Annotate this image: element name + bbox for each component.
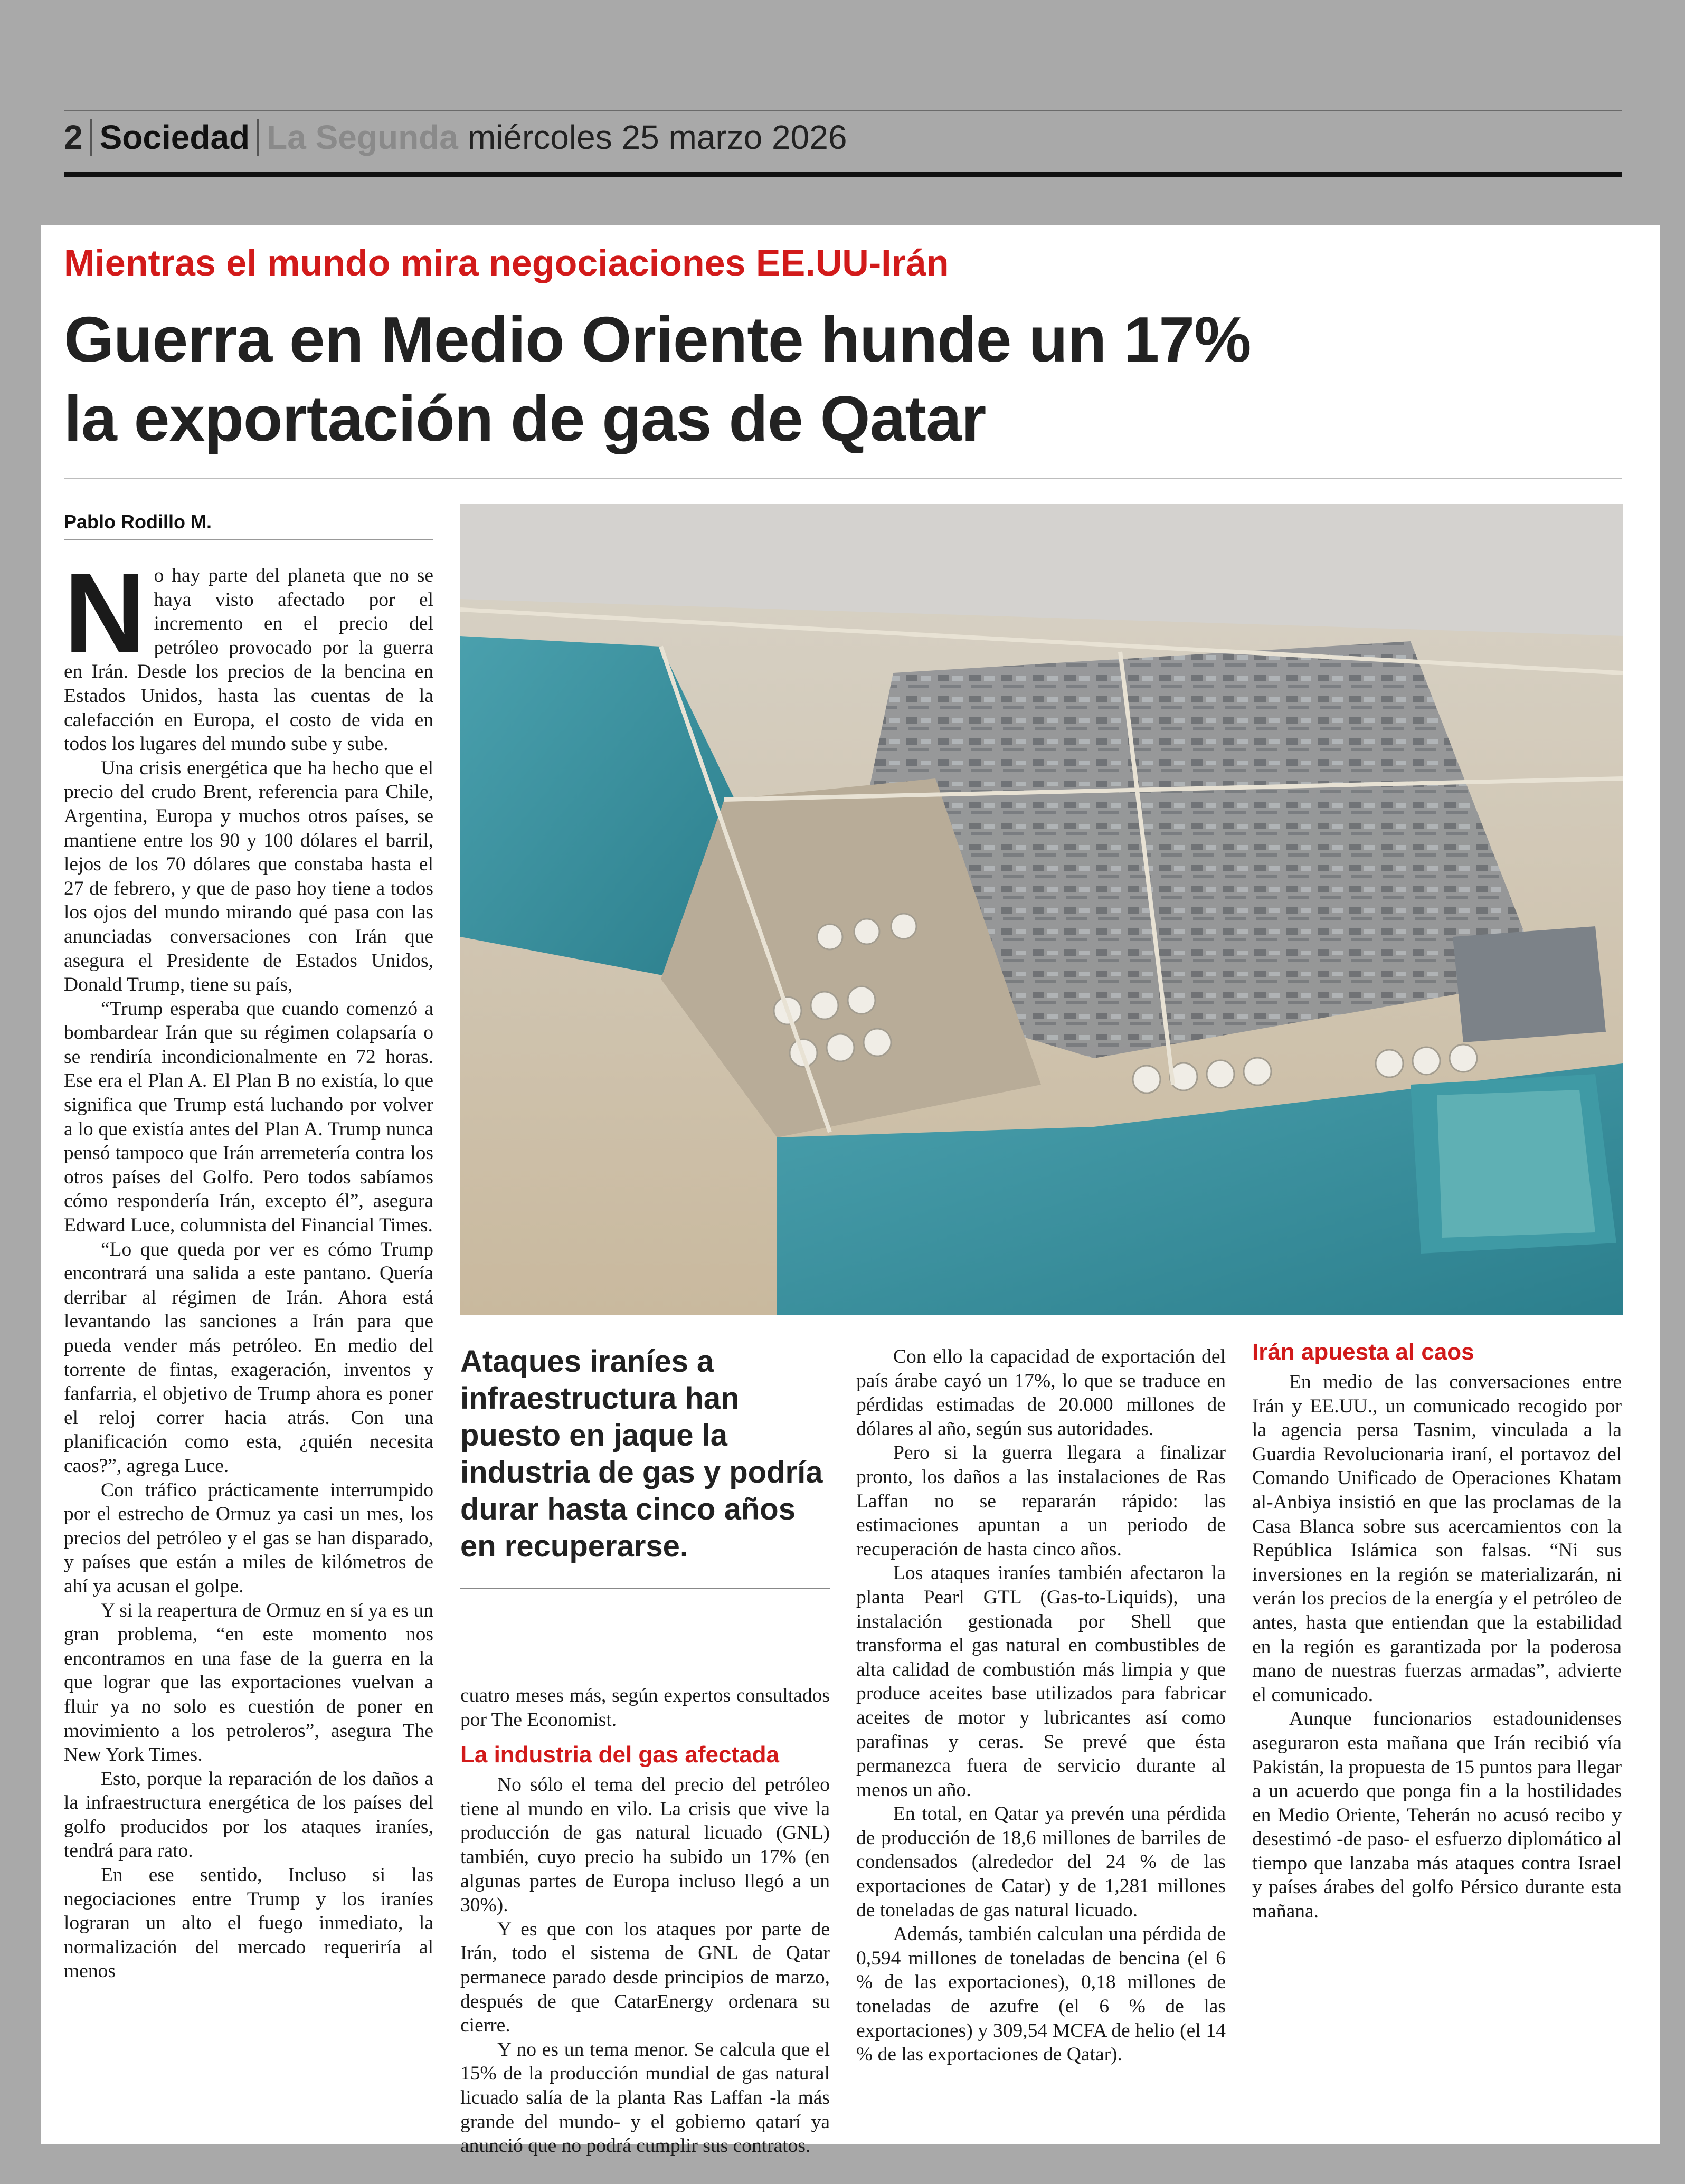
paragraph: “Lo que queda por ver es cómo Trump encontrará una salida a este pantano. Quería derribar al régimen de Irán. Ahora está levantando las sanciones a Irán para que pueda vender más petróleo. En medio del torrente de fintas, exageración, inventos y fanfarria, el objetivo de Trump ahora es poner el reloj correr hacia atrás. Con una planificación como esta, ¿quién necesita caos?”, agrega Luce. — [64, 1238, 433, 1477]
page-header — [64, 113, 1622, 161]
paragraph: No hay parte del planeta que no se haya visto afectado por el incremento en el precio del petróleo provocado por la guerra en Irán. Desde los precios de la bencina en Estados Unidos, hasta las cuentas de la calefacción en Europa, el costo de vida en todos los lugares del mundo sube y sube. — [64, 550, 433, 755]
paragraph: Y si la reapertura de Ormuz en sí ya es un gran problema, “en este momento nos encontramos en una fase de la guerra en la que lograr que las exportaciones vuelvan a fluir ya no solo es cuestión de poner en movimiento a los petroleros”, asegura The New York Times. — [64, 1599, 433, 1766]
byline: Pablo Rodillo M. — [64, 511, 212, 533]
paragraph: En total, en Qatar ya prevén una pérdida de producción de 18,6 millones de barriles de condensados (alrededor del 24 % de las exportaciones de Catar) y de 1,281 millones de toneladas de gas natural licuado. — [856, 1803, 1226, 1921]
subhead-gas-industry: La industria del gas afectada — [460, 1742, 779, 1768]
paragraph: Una crisis energética que ha hecho que el precio del crudo Brent, referencia para Chile, Argentina, Europa y muchos otros países, se mantiene entre los 90 y 100 dólares el barril, lejos de los 70 dólares que constaba hasta el 27 de febrero, y que de paso hoy tiene a todos los ojos del mundo mirando qué pasa con las anunciadas conversaciones con Irán que asegura el Presidente de Estados Unidos, Donald Trump, tiene su país, — [64, 757, 433, 996]
paragraph: Los ataques iraníes también afectaron la planta Pearl GTL (Gas-to-Liquids), una instalación gestionada por Shell que transforma el gas natural en combustibles de alta calidad de combustión más limpia y que produce aceites base utilizados para fabricar aceites de motor y lubricantes así como parafinas y ceras. Se prevé que ésta permanezca fuera de servicio durante al menos un año. — [856, 1562, 1226, 1801]
text-column-3 — [856, 1345, 1226, 2067]
header-separator — [257, 119, 259, 156]
page-number: 2 — [64, 118, 83, 156]
headline-rule — [64, 478, 1622, 479]
headline-line-1: Guerra en Medio Oriente hunde un 17% — [64, 303, 1251, 375]
paragraph: Además, también calculan una pérdida de 0,594 millones de toneladas de bencina (el 6 % de las exportaciones), 0,18 millones de toneladas de azufre (el 6 % de las exportaciones) y 309,54 MCFA de helio (el 14 % de las exportaciones de Qatar). — [856, 1923, 1226, 2066]
paragraph: En ese sentido, Incluso si las negociaciones entre Trump y los iraníes lograran un alto el fuego inmediato, la normalización del mercado requeriría al menos — [64, 1864, 433, 1982]
text-column-4 — [1252, 1339, 1622, 1924]
paragraph: “Trump esperaba que cuando comenzó a bombardear Irán que su régimen colapsaría o se rendiría incondicionalmente en 72 horas. Ese era el Plan A. El Plan B no existía, lo que significa que Trump está luchando por volver a lo que existía antes del Plan A. Trump nunca pensó tampoco que Irán arremetería contra los otros países del Golfo. Pero todos sabíamos cómo respondería Irán, excepto él”, asegura Edward Luce, columnista del Financial Times. — [64, 998, 433, 1237]
header-separator — [90, 119, 92, 156]
article-kicker: Mientras el mundo mira negociaciones EE.UU-Irán — [64, 242, 949, 283]
dropcap: N — [64, 550, 146, 676]
paragraph: cuatro meses más, según expertos consultados por The Economist. — [460, 1685, 830, 1731]
paragraph: Esto, porque la reparación de los daños a la infraestructura energética de los países del golfo producidos por los ataques iraníes, tendrá para rato. — [64, 1768, 433, 1862]
byline-rule — [64, 539, 433, 540]
section-name: Sociedad — [99, 118, 250, 156]
issue-date: miércoles 25 marzo 2026 — [467, 118, 847, 156]
article-photo — [460, 504, 1623, 1315]
paragraph: Con ello la capacidad de exportación del país árabe cayó un 17%, lo que se traduce en pérdidas estimadas de 20.000 millones de dólares al año, según sus autoridades. — [856, 1346, 1226, 1440]
pull-quote: Ataques iraníes a infraestructura han puesto en jaque la industria de gas y podría durar hasta cinco años en recuperarse. — [460, 1344, 823, 1563]
paragraph: Y no es un tema menor. Se calcula que el 15% de la producción mundial de gas natural licuado salía de la planta Ras Laffan -la más grande del mundo- y el gobierno qatarí ya anunció que no podrá cumplir sus contratos. — [460, 2038, 830, 2157]
headline-line-2: la exportación de gas de Qatar — [64, 383, 986, 454]
text-column-1 — [64, 550, 433, 1983]
text-column-2 — [460, 1684, 830, 2158]
subhead-iran-chaos: Irán apuesta al caos — [1252, 1339, 1474, 1365]
paragraph: En medio de las conversaciones entre Irán y EE.UU., un comunicado recogido por la agencia persa Tasnim, vinculada a la Guardia Revolucionaria iraní, el portavoz del Comando Unificado de Operaciones Khatam al-Anbiya insistió en que las proclamas de la Casa Blanca sobre sus acercamientos con la República Islámica son falsas. “Ni sus inversiones en la región se materializarán, ni verán los precios de la energía y el petróleo de antes, hasta que entiendan que la estabilidad en la región es garantizada por la poderosa mano de nuestras fuerzas armadas”, advierte el comunicado. — [1252, 1371, 1622, 1706]
header-rule — [64, 172, 1622, 177]
paragraph: Pero si la guerra llegara a finalizar pronto, los daños a las instalaciones de Ras Laffan no se repararán rápido: las estimaciones apuntan a un periodo de recuperación de hasta cinco años. — [856, 1442, 1226, 1560]
paragraph: No sólo el tema del precio del petróleo tiene al mundo en vilo. La crisis que vive la producción de gas natural licuado (GNL) también, cuyo precio ha subido un 17% (en algunas partes de Europa incluso llegó a un 30%). — [460, 1774, 830, 1916]
paragraph: Y es que con los ataques por parte de Irán, todo el sistema de GNL de Qatar permanece parado desde principios de marzo, después de que CatarEnergy ordenara su cierre. — [460, 1918, 830, 2037]
top-rule — [64, 110, 1622, 111]
newspaper-name: La Segunda — [267, 118, 458, 156]
article-headline — [64, 300, 1595, 458]
pull-quote-rule — [460, 1588, 830, 1589]
paragraph: Con tráfico prácticamente interrumpido por el estrecho de Ormuz ya casi un mes, los precios del petróleo y el gas se han disparado, y países que están a miles de kilómetros de ahí ya acusan el golpe. — [64, 1479, 433, 1597]
paragraph: Aunque funcionarios estadounidenses aseguraron esta mañana que Irán recibió vía Pakistán, la propuesta de 15 puntos para llegar a un acuerdo que ponga fin a la hostilidades en Medio Oriente, Teherán no acusó recibo y desestimó -de paso- el esfuerzo diplomático al tiempo que lanzaba más ataques contra Israel y países árabes del golfo Pérsico durante esta mañana. — [1252, 1708, 1622, 1923]
